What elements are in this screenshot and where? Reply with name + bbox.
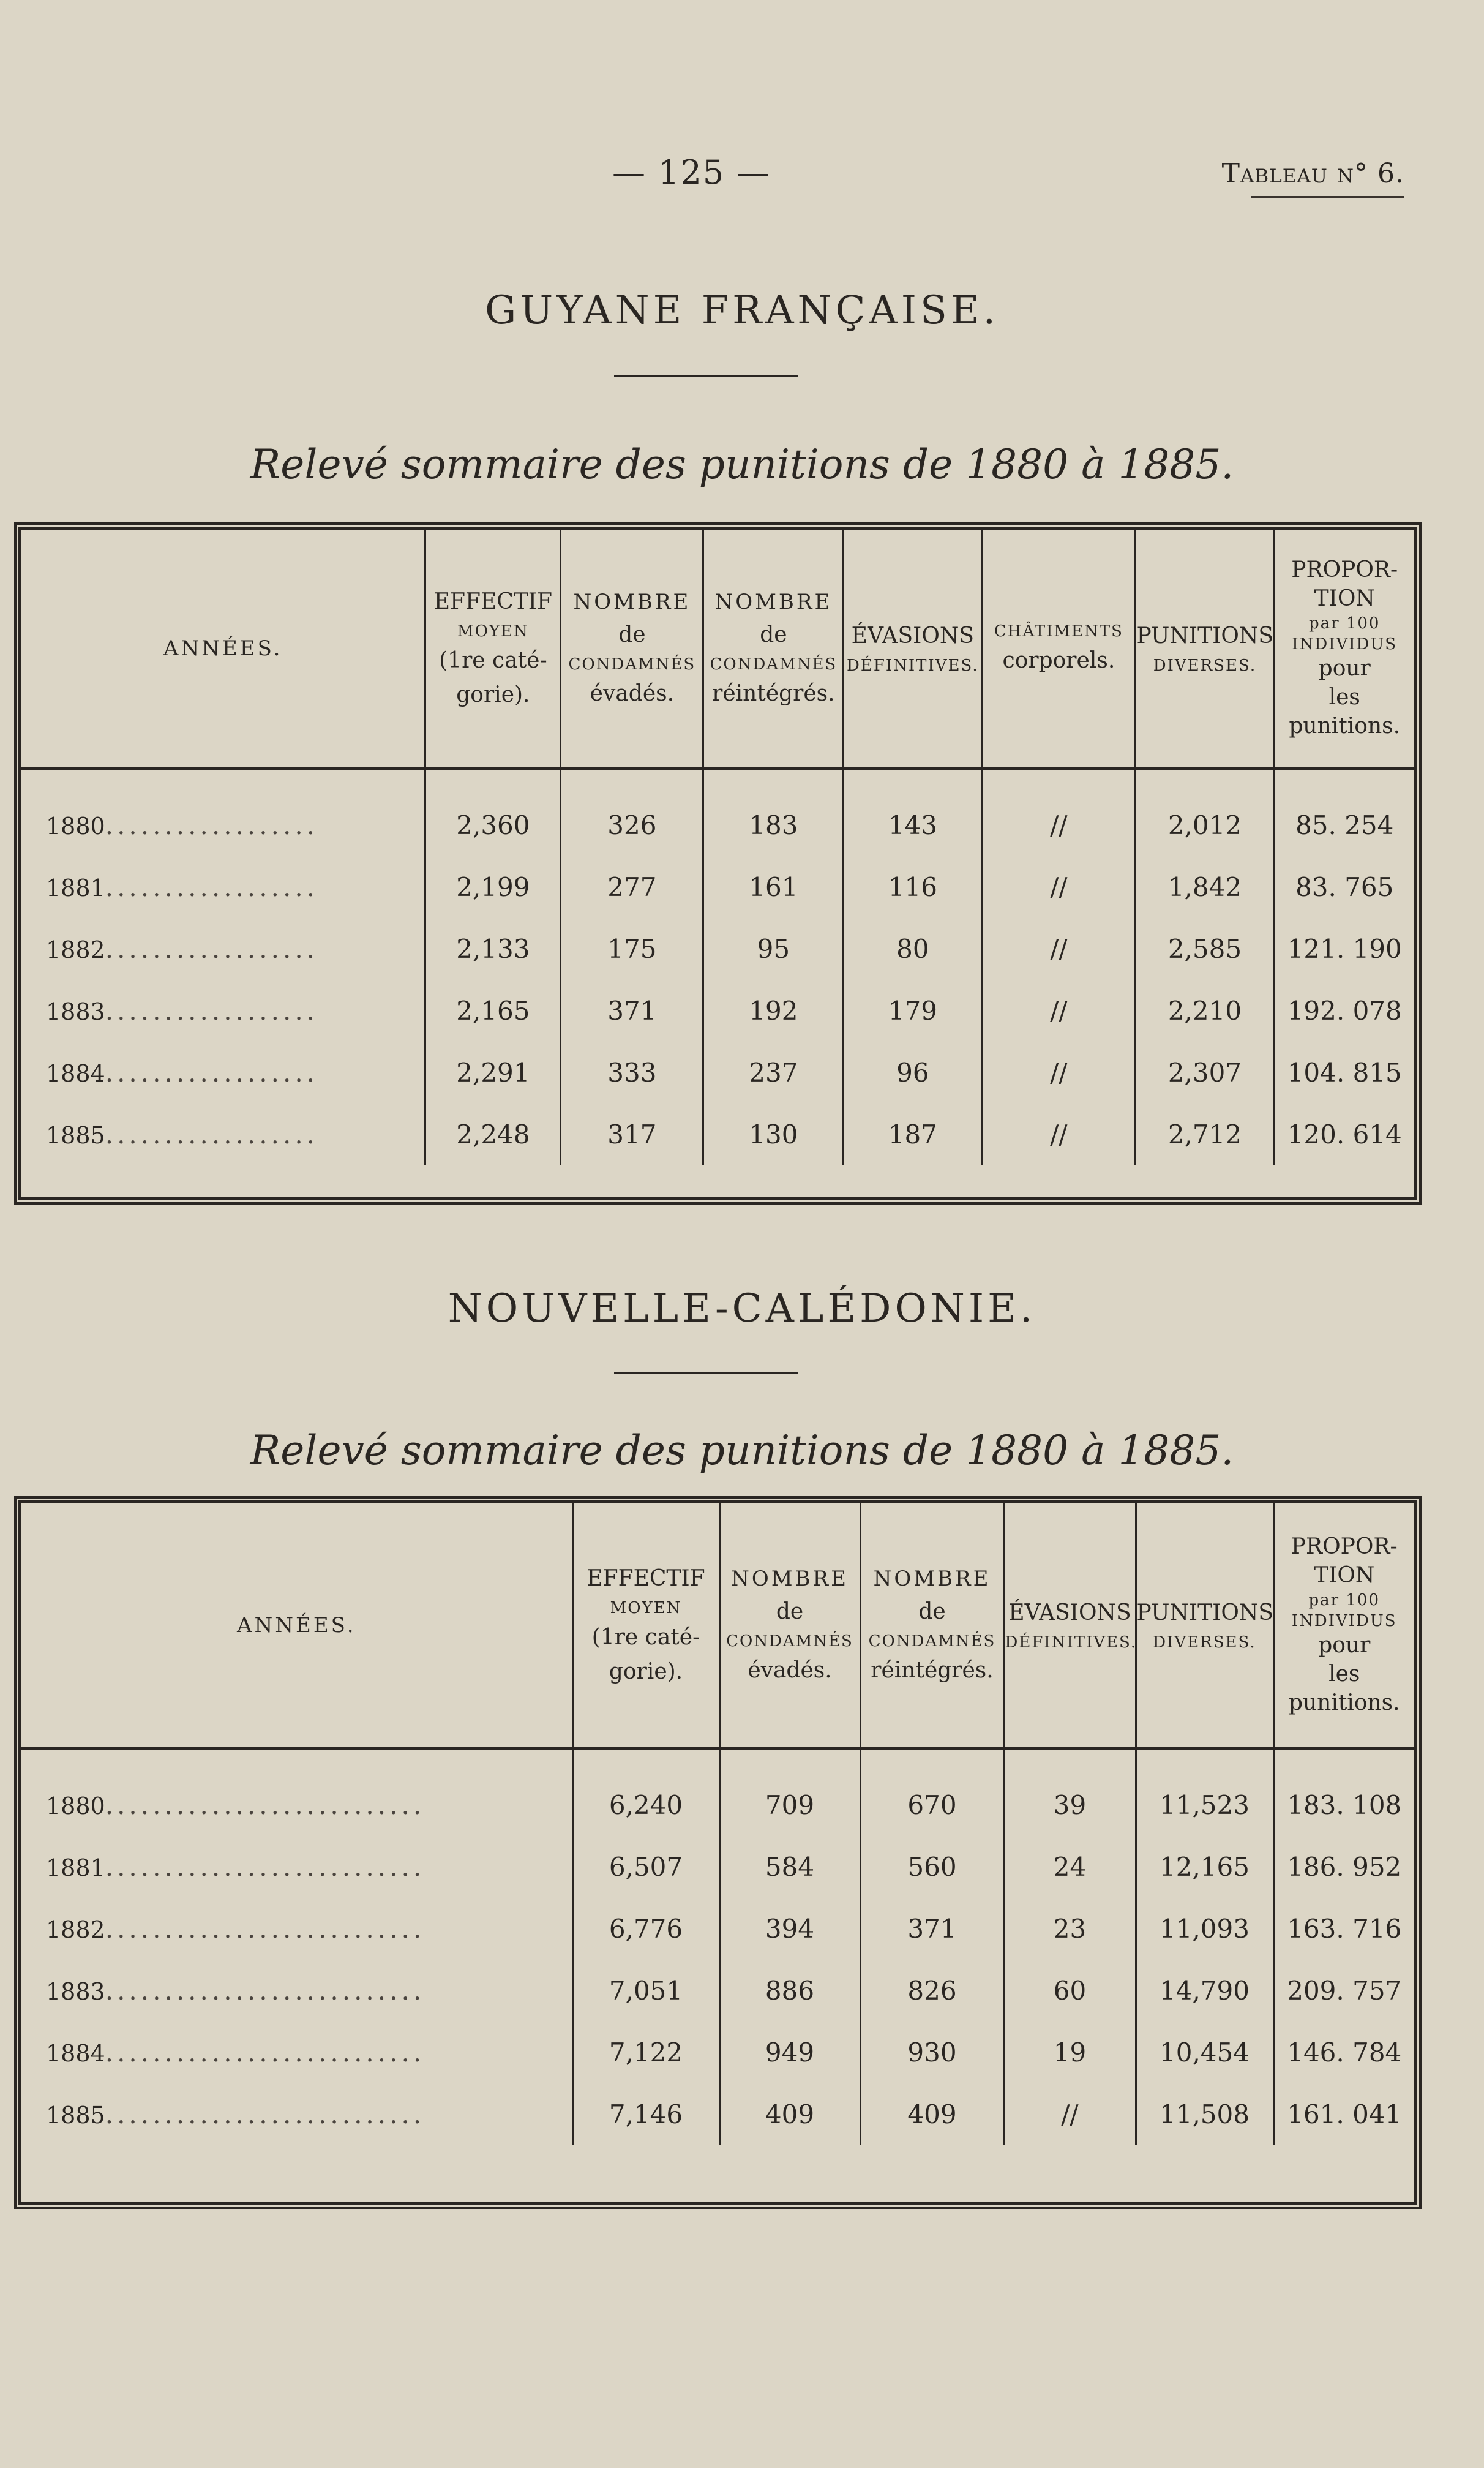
proportion-cell: 192. 078 [1274,980,1414,1042]
reintegres-cell: 930 [860,2022,1004,2083]
year-cell: 1883........................... [46,1976,425,2006]
evades-cell: 409 [719,2083,860,2145]
table-row [21,1042,1414,1104]
reintegres-cell: 237 [703,1042,844,1104]
proportion-cell: 121. 190 [1274,918,1414,980]
effectif-cell: 7,146 [572,2083,719,2145]
year-cell: 1880........................... [46,1790,425,1820]
guyane-table [21,530,1414,1165]
evades-cell: 326 [561,769,703,856]
evasions-cell: 116 [844,856,982,918]
chatiments-cell: // [982,856,1136,918]
col-header-evasions: ÉVASIONS DÉFINITIVES. [844,530,982,769]
evasions-cell: 143 [844,769,982,856]
evasions-cell: 187 [844,1104,982,1165]
reintegres-cell: 183 [703,769,844,856]
punitions-cell: 12,165 [1136,1836,1273,1898]
evades-cell: 709 [719,1748,860,1836]
effectif-cell: 7,122 [572,2022,719,2083]
evades-cell: 277 [561,856,703,918]
chatiments-cell: // [982,918,1136,980]
col-header-effectif: EFFECTIF MOYEN (1re caté- gorie). [425,530,561,769]
guyane-title: GUYANE FRANÇAISE. [485,288,999,333]
effectif-cell: 7,051 [572,1960,719,2022]
evades-cell: 949 [719,2022,860,2083]
punitions-cell: 11,523 [1136,1748,1273,1836]
table-row [21,856,1414,918]
caledonie-title: NOUVELLE-CALÉDONIE. [448,1286,1036,1331]
table-row [21,980,1414,1042]
col-header-punitions: PUNITIONS DIVERSES. [1136,1503,1273,1748]
year-cell: 1880.................. [46,810,319,840]
effectif-cell: 2,165 [425,980,561,1042]
effectif-cell: 2,360 [425,769,561,856]
effectif-cell: 6,776 [572,1898,719,1960]
year-cell: 1882.................. [46,934,319,964]
proportion-cell: 209. 757 [1273,1960,1414,2022]
col-header-annees: ANNÉES. [21,1503,572,1748]
chatiments-cell: // [982,980,1136,1042]
reintegres-cell: 670 [860,1748,1004,1836]
table-row [21,1836,1414,1898]
proportion-cell: 163. 716 [1273,1898,1414,1960]
year-cell: 1884.................. [46,1058,319,1088]
evasions-cell: 179 [844,980,982,1042]
col-header-proportion: PROPOR- TION par 100 INDIVIDUS pour les punitions. [1274,530,1414,769]
page-number: — 125 — [612,153,771,192]
reintegres-cell: 192 [703,980,844,1042]
effectif-cell: 2,248 [425,1104,561,1165]
evasions-cell: 60 [1004,1960,1136,2022]
guyane-table-frame [18,527,1417,1200]
caledonie-table [21,1503,1414,2145]
reintegres-cell: 409 [860,2083,1004,2145]
year-cell: 1881........................... [46,1852,425,1882]
reintegres-cell: 560 [860,1836,1004,1898]
proportion-cell: 120. 614 [1274,1104,1414,1165]
punitions-cell: 2,210 [1136,980,1274,1042]
effectif-cell: 2,133 [425,918,561,980]
proportion-cell: 85. 254 [1274,769,1414,856]
punitions-cell: 2,307 [1136,1042,1274,1104]
evades-cell: 394 [719,1898,860,1960]
evades-cell: 584 [719,1836,860,1898]
evades-cell: 886 [719,1960,860,2022]
year-cell: 1885........................... [46,2099,425,2129]
caledonie-table-frame [18,1500,1417,2205]
col-header-reintegres: NOMBRE de CONDAMNÉS réintégrés. [703,530,844,769]
evasions-cell: 19 [1004,2022,1136,2083]
col-header-annees: ANNÉES. [21,530,425,769]
year-cell: 1883.................. [46,996,319,1026]
col-header-proportion: PROPOR- TION par 100 INDIVIDUS pour les punitions. [1273,1503,1414,1748]
caledonie-title-rule [614,1372,798,1374]
reintegres-cell: 826 [860,1960,1004,2022]
effectif-cell: 6,507 [572,1836,719,1898]
effectif-cell: 2,291 [425,1042,561,1104]
proportion-cell: 161. 041 [1273,2083,1414,2145]
proportion-cell: 83. 765 [1274,856,1414,918]
caledonie-subtitle: Relevé sommaire des punitions de 1880 à 1885. [250,1427,1234,1474]
year-cell: 1885.................. [46,1119,319,1149]
evasions-cell: 96 [844,1042,982,1104]
punitions-cell: 2,712 [1136,1104,1274,1165]
table-row [21,918,1414,980]
table-row [21,1960,1414,2022]
col-header-reintegres: NOMBRE de CONDAMNÉS réintégrés. [860,1503,1004,1748]
proportion-cell: 104. 815 [1274,1042,1414,1104]
punitions-cell: 1,842 [1136,856,1274,918]
effectif-cell: 2,199 [425,856,561,918]
punitions-cell: 11,508 [1136,2083,1273,2145]
guyane-subtitle: Relevé sommaire des punitions de 1880 à 1885. [250,441,1234,488]
year-cell: 1882........................... [46,1914,425,1944]
guyane-title-rule [614,375,798,377]
reintegres-cell: 161 [703,856,844,918]
evades-cell: 371 [561,980,703,1042]
reintegres-cell: 130 [703,1104,844,1165]
punitions-cell: 10,454 [1136,2022,1273,2083]
col-header-evades: NOMBRE de CONDAMNÉS évadés. [719,1503,860,1748]
table-row [21,1104,1414,1165]
year-cell: 1884........................... [46,2037,425,2067]
evades-cell: 317 [561,1104,703,1165]
table-row [21,2083,1414,2145]
col-header-evades: NOMBRE de CONDAMNÉS évadés. [561,530,703,769]
tableau-label: Tableau n° 6. [1221,158,1404,189]
col-header-chatiments: CHÂTIMENTS corporels. [982,530,1136,769]
tableau-underline [1251,196,1404,198]
page-header [0,147,1484,202]
chatiments-cell: // [982,1104,1136,1165]
evasions-cell: 39 [1004,1748,1136,1836]
evades-cell: 175 [561,918,703,980]
evasions-cell: 24 [1004,1836,1136,1898]
proportion-cell: 186. 952 [1273,1836,1414,1898]
reintegres-cell: 95 [703,918,844,980]
effectif-cell: 6,240 [572,1748,719,1836]
chatiments-cell: // [982,769,1136,856]
table-row [21,1898,1414,1960]
table-row [21,769,1414,856]
proportion-cell: 146. 784 [1273,2022,1414,2083]
evades-cell: 333 [561,1042,703,1104]
proportion-cell: 183. 108 [1273,1748,1414,1836]
table-row [21,2022,1414,2083]
year-cell: 1881.................. [46,872,319,902]
evasions-cell: 80 [844,918,982,980]
evasions-cell: // [1004,2083,1136,2145]
reintegres-cell: 371 [860,1898,1004,1960]
col-header-evasions: ÉVASIONS DÉFINITIVES. [1004,1503,1136,1748]
punitions-cell: 2,012 [1136,769,1274,856]
col-header-effectif: EFFECTIF MOYEN (1re caté- gorie). [572,1503,719,1748]
punitions-cell: 11,093 [1136,1898,1273,1960]
col-header-punitions: PUNITIONS DIVERSES. [1136,530,1274,769]
table-row [21,1748,1414,1836]
punitions-cell: 14,790 [1136,1960,1273,2022]
evasions-cell: 23 [1004,1898,1136,1960]
punitions-cell: 2,585 [1136,918,1274,980]
chatiments-cell: // [982,1042,1136,1104]
